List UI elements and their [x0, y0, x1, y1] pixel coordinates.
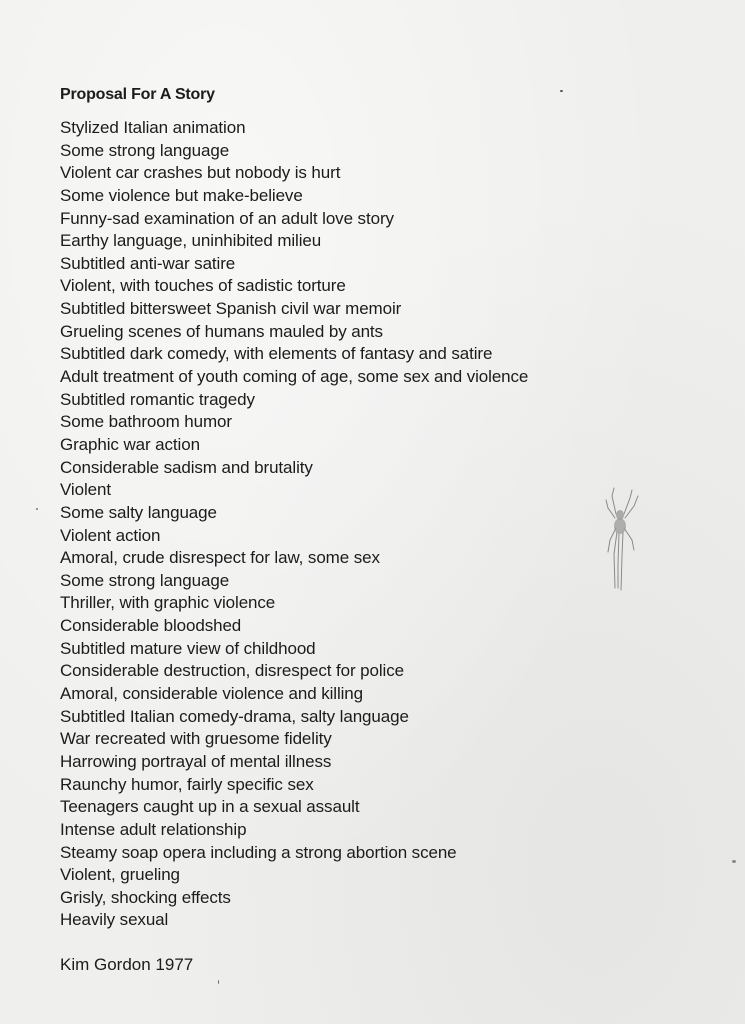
list-line: Subtitled mature view of childhood [60, 638, 316, 658]
spider-drawing-icon [602, 484, 642, 594]
list-line: Subtitled Italian comedy-drama, salty language [60, 706, 409, 726]
list-line: Raunchy humor, fairly specific sex [60, 774, 314, 794]
list-line: Some strong language [60, 570, 230, 590]
list-line: Violent action [60, 525, 161, 545]
list-line: Violent [60, 480, 111, 500]
list-line: Intense adult relationship [60, 819, 247, 839]
list-line: Grisly, shocking effects [60, 887, 231, 907]
document-title: Proposal For A Story [60, 86, 215, 103]
list-line: Some violence but make-believe [60, 185, 303, 205]
paper-speck [218, 980, 219, 984]
list-line: Steamy soap opera including a strong abortion scene [60, 842, 457, 862]
paper-speck [560, 90, 563, 92]
list-line: Amoral, considerable violence and killing [60, 684, 364, 704]
list-line: Harrowing portrayal of mental illness [60, 751, 332, 771]
list-line: Violent car crashes but nobody is hurt [60, 163, 341, 183]
list-line: Subtitled romantic tragedy [60, 389, 255, 409]
list-line: Graphic war action [60, 434, 200, 454]
list-line: Thriller, with graphic violence [60, 593, 276, 613]
list-line: Grueling scenes of humans mauled by ants [60, 321, 383, 341]
paper-speck [36, 508, 38, 510]
list-line: Funny-sad examination of an adult love story [60, 208, 394, 228]
list-line: Some strong language [60, 140, 230, 160]
list-line: Heavily sexual [60, 910, 169, 930]
list-line: Violent, grueling [60, 865, 180, 885]
list-line: Some bathroom humor [60, 412, 232, 432]
list-line: Earthy language, uninhibited milieu [60, 231, 322, 251]
list-line: Stylized Italian animation [60, 118, 246, 137]
list-line: Considerable bloodshed [60, 616, 242, 636]
list-line: Adult treatment of youth coming of age, some sex and violence [60, 367, 529, 387]
list-line: Considerable sadism and brutality [60, 457, 313, 477]
list-line: Subtitled anti-war satire [60, 253, 236, 273]
list-line: Subtitled dark comedy, with elements of fantasy and satire [60, 344, 493, 364]
list-line: Violent, with touches of sadistic torture [60, 276, 346, 296]
paper-speck [732, 860, 736, 863]
content-rating-list [60, 117, 528, 932]
list-line: Subtitled bittersweet Spanish civil war memoir [60, 299, 402, 319]
author-signature: Kim Gordon 1977 [60, 955, 194, 974]
list-line: Teenagers caught up in a sexual assault [60, 797, 360, 817]
list-line: Some salty language [60, 502, 217, 522]
list-line: War recreated with gruesome fidelity [60, 729, 332, 749]
list-line: Considerable destruction, disrespect for police [60, 661, 404, 681]
list-line: Amoral, crude disrespect for law, some sex [60, 548, 380, 568]
